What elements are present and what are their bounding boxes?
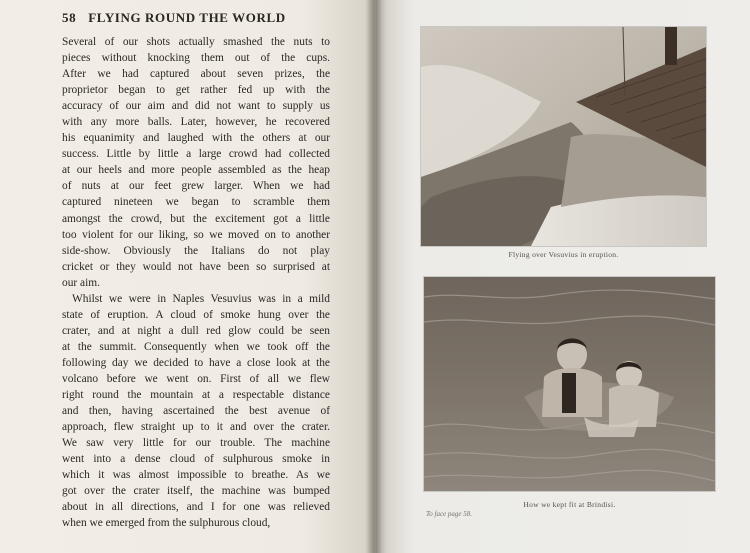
text-line: went into a dense cloud of sulphurous smoke in — [62, 453, 330, 466]
photo-top-caption: Flying over Vesuvius in eruption. — [508, 250, 619, 259]
text-line: which it was almost impossible to breathe. As we — [62, 469, 330, 482]
running-title: FLYING ROUND THE WORLD — [88, 10, 286, 25]
text-line: We saw very little for our trouble. The machine — [62, 437, 330, 450]
text-line: cricket or they would not have been so surprised at — [62, 260, 330, 273]
text-line: got over the crater itself, the machine was bumped — [62, 485, 330, 498]
text-line: pieces without knocking them out of the cups. — [62, 52, 330, 65]
text-line: and then, having ascertained the best avenue of — [62, 405, 330, 418]
text-line: side-show. Obviously the Italians do not play — [62, 244, 330, 257]
body-text — [62, 34, 330, 531]
photo-swimming-brindisi — [424, 277, 715, 491]
text-line: following day we decided to have a close look at the — [62, 356, 330, 369]
text-line: Several of our shots actually smashed the nuts to — [62, 36, 330, 48]
photo-vesuvius-eruption — [421, 27, 706, 246]
text-line: state of eruption. A cloud of smoke hung over the — [62, 308, 330, 321]
photo-bottom-caption: How we kept fit at Brindisi. — [523, 500, 616, 509]
book-gutter — [366, 0, 382, 553]
text-line: After we had captured about seven prizes, the — [62, 68, 330, 81]
running-head — [62, 10, 342, 26]
text-line: crater, and at night a dull red glow could be seen — [62, 324, 330, 337]
text-line: with any more balls. Later, however, he recovered — [62, 116, 330, 129]
facing-page-note: To face page 58. — [426, 510, 473, 518]
text-line: volcano before we went on. First of all we flew — [62, 372, 330, 385]
text-line: approach, flew straight up to it and over the crater. — [62, 421, 330, 434]
text-line: success. Little by little a large crowd had collected — [62, 148, 330, 161]
text-line: about in all directions, and I for one was relieved — [62, 501, 330, 514]
page-number: 58 — [62, 10, 77, 25]
text-line: accuracy of our aim and did not want to supply us — [62, 100, 330, 113]
text-line: captured nineteen we began to scramble them — [62, 196, 330, 209]
text-line: of nuts at our feet grew larger. When we had — [62, 180, 330, 193]
text-line: his equanimity and laughed with the others at our — [62, 132, 330, 145]
text-line: right round the mountain at a respectable distance — [62, 389, 330, 402]
text-line: our aim. — [62, 276, 100, 289]
text-line: at our heels and more people assembled as the heap — [62, 164, 330, 177]
text-line: Whilst we were in Naples Vesuvius was in a mild — [72, 292, 330, 305]
text-line: amongst the crowd, but the excitement got a little — [62, 212, 330, 225]
text-line: when we emerged from the sulphurous cloud, — [62, 517, 271, 530]
text-line: proprietor began to get rather fed up with the — [62, 84, 330, 97]
text-line: at the summit. Consequently when we took off the — [62, 340, 330, 353]
text-line: too violent for our liking, so we moved on to another — [62, 228, 330, 241]
